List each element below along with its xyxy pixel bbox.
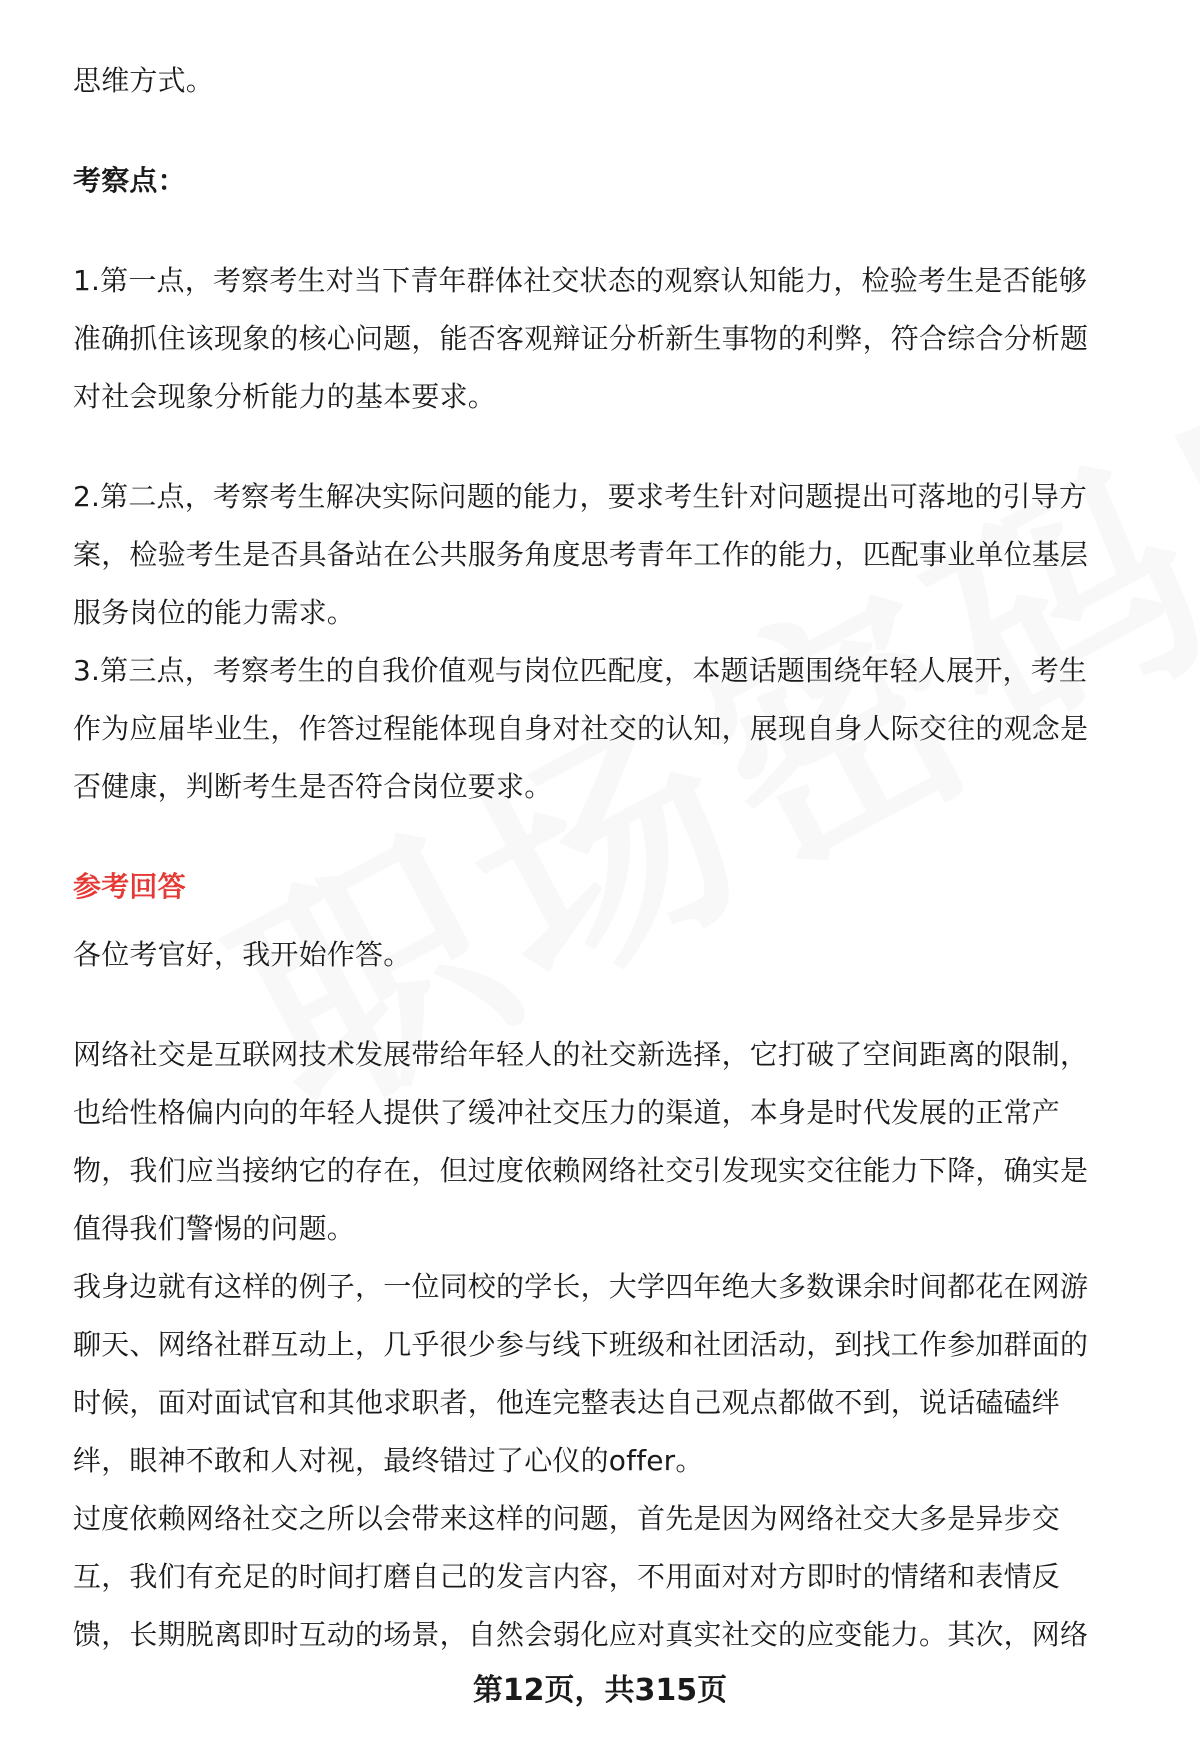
paragraph-line: 聊天、网络社群互动上，几乎很少参与线下班级和社团活动，到找工作参加群面的 (73, 1328, 1089, 1361)
section-heading-reference-answer: 参考回答 (73, 870, 186, 903)
paragraph-line: 服务岗位的能力需求。 (73, 596, 356, 629)
paragraph-line: 3.第三点，考察考生的自我价值观与岗位匹配度，本题话题围绕年轻人展开，考生 (73, 654, 1088, 687)
paragraph-line: 准确抓住该现象的核心问题，能否客观辩证分析新生事物的利弊，符合综合分析题 (73, 322, 1089, 355)
paragraph-line: 作为应届毕业生，作答过程能体现自身对社交的认知，展现自身人际交往的观念是 (73, 712, 1089, 745)
page-number-footer: 第12页，共315页 (472, 1673, 728, 1708)
paragraph-line: 思维方式。 (73, 64, 215, 97)
document-body (73, 52, 1145, 1664)
paragraph-line: 时候，面对面试官和其他求职者，他连完整表达自己观点都做不到，说话磕磕绊 (73, 1386, 1061, 1419)
paragraph-line: 1.第一点，考察考生对当下青年群体社交状态的观察认知能力，检验考生是否能够 (73, 264, 1088, 297)
paragraph-line: 值得我们警惕的问题。 (73, 1212, 356, 1245)
paragraph-line: 物，我们应当接纳它的存在，但过度依赖网络社交引发现实交往能力下降，确实是 (73, 1154, 1089, 1187)
paragraph-line: 我身边就有这样的例子，一位同校的学长，大学四年绝大多数课余时间都花在网游 (73, 1270, 1089, 1303)
paragraph-line: 过度依赖网络社交之所以会带来这样的问题，首先是因为网络社交大多是异步交 (73, 1502, 1061, 1535)
paragraph-line: 网络社交是互联网技术发展带给年轻人的社交新选择，它打破了空间距离的限制， (73, 1038, 1089, 1071)
paragraph-line: 互，我们有充足的时间打磨自己的发言内容，不用面对对方即时的情绪和表情反 (73, 1560, 1061, 1593)
paragraph-line: 否健康，判断考生是否符合岗位要求。 (73, 770, 553, 803)
paragraph-line: 案，检验考生是否具备站在公共服务角度思考青年工作的能力，匹配事业单位基层 (73, 538, 1089, 571)
paragraph-line: 也给性格偏内向的年轻人提供了缓冲社交压力的渠道，本身是时代发展的正常产 (73, 1096, 1061, 1129)
paragraph-line: 馈，长期脱离即时互动的场景，自然会弱化应对真实社交的应变能力。其次，网络 (73, 1618, 1089, 1651)
paragraph-line: 各位考官好，我开始作答。 (73, 938, 412, 971)
paragraph-line: 2.第二点，考察考生解决实际问题的能力，要求考生针对问题提出可落地的引导方 (73, 480, 1088, 513)
section-heading-exam-points: 考察点： (73, 164, 186, 197)
paragraph-line: 绊，眼神不敢和人对视，最终错过了心仪的offer。 (73, 1444, 704, 1477)
paragraph-line: 对社会现象分析能力的基本要求。 (73, 380, 497, 413)
